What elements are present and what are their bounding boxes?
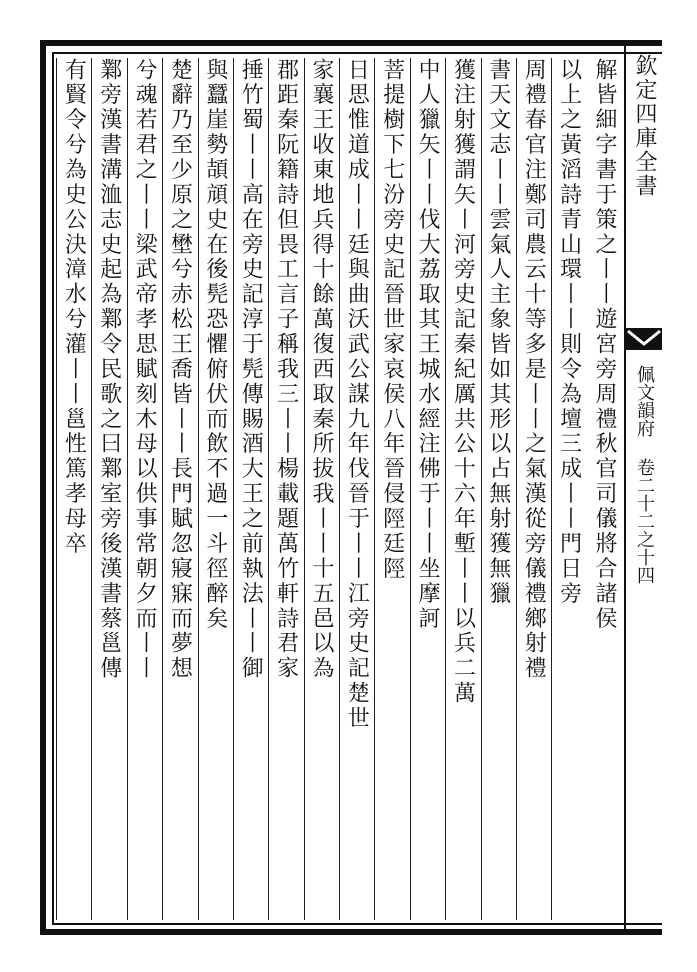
text-column: 與蠶崖勢頡頏史在後髡恐懼俯伏而飲不過一斗徑醉矣 [198, 58, 233, 920]
text-column: 捶竹蜀丨丨高在旁史記淳于髡傳賜酒大王之前執法丨丨御 [233, 58, 268, 920]
collection-title: 欽定四庫全書 [632, 54, 657, 198]
text-column: 書天文志丨丨雲氣人主象皆如其形以占無射獲無獵 [481, 58, 516, 920]
text-column: 菩提樹下七汾旁史記晉世家哀侯八年晉侵陘廷陘 [374, 58, 409, 920]
text-column: 楚辭乃至少原之壄兮赤松王喬皆丨丨長門賦忽寢寐而夢想 [162, 58, 197, 920]
text-column: 兮魂若君之丨丨梁武帝孝思賦刻木母以供事常朝夕而丨丨 [127, 58, 162, 920]
fishtail-mark-icon [626, 328, 662, 350]
text-column: 有賢令兮為史公決漳水兮灌丨丨邕性篤孝母卒 [56, 58, 91, 920]
inner-border-left [52, 52, 54, 925]
text-column: 日思惟道成丨丨廷與曲沃武公謀九年伐晉于丨丨江旁史記楚世 [339, 58, 374, 920]
inner-border-bottom [52, 923, 662, 925]
page-margin-column [624, 40, 662, 935]
text-column: 解皆細字書于策之丨丨遊宮旁周禮秋官司儀將合諸侯 [592, 58, 617, 632]
text-column: 鄴旁漢書溝洫志史起為鄴令民歌之曰鄴室旁後漢書蔡邕傳 [91, 58, 126, 920]
text-column: 家襄王收東地兵得十餘萬復西取秦所拔我丨丨十五邑以為 [304, 58, 339, 920]
text-column: 周禮春官注鄭司農云十等多是丨丨之氣漢從旁儀禮鄉射禮 [516, 58, 551, 920]
volume-label: 佩文韻府 卷二十二之十四 [634, 365, 655, 584]
text-column: 郡距秦阮籍詩但畏工言子稱我三丨丨楊載題萬竹軒詩君家 [268, 58, 303, 920]
inner-border-top [52, 52, 662, 54]
text-column: 以上之黃滔詩青山環丨丨則令為壇三成丨丨門日旁 [551, 58, 586, 920]
text-column: 中人獵矢丨丨伐大荔取其王城水經注佛于丨丨坐摩訶 [410, 58, 445, 920]
text-column: 獲注射獲謂矢丨河旁史記秦紀厲共公十六年塹丨丨以兵二萬 [445, 58, 480, 920]
